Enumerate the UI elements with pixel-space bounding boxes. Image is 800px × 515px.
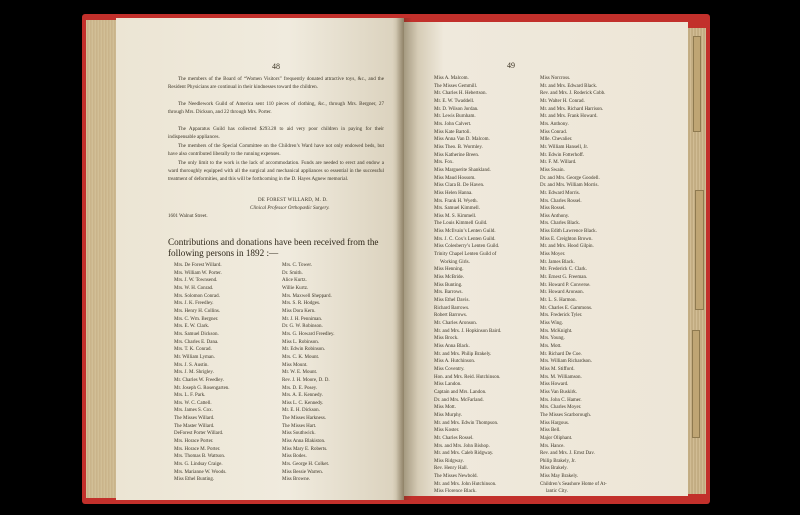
donor-entry: Mr. L. S. Harmon. xyxy=(540,298,577,304)
donor-entry: Miss Anthony. xyxy=(540,213,570,219)
donor-entry: Miss Koster. xyxy=(434,428,460,434)
donor-entry: DeForest Porter Willard. xyxy=(174,431,224,437)
donor-list-col-1 xyxy=(434,75,501,496)
donor-entry: The Misses Harkness. xyxy=(282,416,327,422)
donor-entry: Mr. Charles W. Freedley. xyxy=(174,377,224,383)
donor-entry: Mr. and Mrs. Frank Howard. xyxy=(540,114,598,120)
bookmark-tab xyxy=(692,330,700,438)
donor-entry: Miss Murphy. xyxy=(434,412,463,418)
donor-entry: Miss Maud Hossom. xyxy=(434,175,476,181)
donor-list-col-2 xyxy=(540,75,607,496)
donor-entry: Miss Bodes. xyxy=(282,454,307,460)
donor-entry: Miss Landon. xyxy=(434,382,462,388)
signature-address: 1601 Walnut Street. xyxy=(168,214,208,219)
donor-entry: The Misses Willard. xyxy=(174,416,215,422)
donor-entry: Mrs. Samuel Dickson. xyxy=(174,331,219,337)
donor-entry: Miss Conrad. xyxy=(540,129,567,135)
left-page xyxy=(116,18,404,500)
donor-entry: Mrs. J. S. Austin. xyxy=(174,362,209,368)
donor-entry: Captain and Mrs. Landon. xyxy=(434,389,487,395)
donor-entry: Philip Brakely, Jr. xyxy=(540,458,576,464)
donor-entry: Dr. and Mrs. George Goodell. xyxy=(540,175,600,181)
donor-entry: Richard Barrows. xyxy=(434,305,470,311)
donor-entry: Mr. and Mrs. J. Hopkinson Baird. xyxy=(434,328,502,334)
donor-entry: Miss A. Malcom. xyxy=(434,76,469,81)
donor-entry: Mrs. C. Wm. Bergner. xyxy=(174,316,219,322)
donor-entry: Miss Ethel Bunting. xyxy=(174,477,215,483)
paragraph: The Needlework Guild of America sent 110 pieces of clothing, &c., through Mrs. Bergner, 27 through Mrs. Dickson, and 22 through Mrs. Porter. xyxy=(168,101,384,116)
donor-entry: Mrs. Henry H. Collins. xyxy=(174,308,221,314)
donor-entry: Mrs. Young. xyxy=(540,336,565,342)
donor-entry: Alice Kurtz. xyxy=(282,278,307,284)
donor-entry: Mr. Joseph G. Rosengarten. xyxy=(174,385,230,391)
donor-entry: Mrs. McKnight. xyxy=(540,328,573,334)
donor-entry: Mrs. John C. Hamer. xyxy=(540,397,582,403)
donor-entry: Mrs. Horace Porter. xyxy=(174,439,214,445)
donor-entry: Mr. Edwin Fotterhoff. xyxy=(540,152,585,158)
donor-entry: Miss M. Stifford. xyxy=(540,366,575,372)
donor-entry: Miss Helen Hanna. xyxy=(434,190,473,196)
donor-entry: Mrs. G. Lindsay Craige. xyxy=(174,462,223,468)
donor-entry: Children’s Seashore Home of At- xyxy=(540,481,607,487)
donor-entry: Miss L. Robinson. xyxy=(282,339,319,345)
donor-entry: Mrs. Solomon Conrad. xyxy=(174,293,220,299)
donor-entry: Miss Mary E. Roberts. xyxy=(282,446,328,452)
page-number: 48 xyxy=(272,62,280,71)
donor-entry: Mrs. De Forest Willard. xyxy=(174,263,222,268)
donor-entry: Mrs. George H. Colket. xyxy=(282,462,330,468)
donor-entry: Mr. E. W. Twaddell. xyxy=(434,98,475,104)
donor-entry: Miss Wing. xyxy=(540,321,564,326)
donor-entry: Mr. William Hansell, Jr. xyxy=(540,144,589,150)
donor-entry: Mr. Edward Morris. xyxy=(540,190,580,196)
donor-entry: Mr. Charles Rossel. xyxy=(434,435,474,441)
donor-entry: Mrs. W. C. Cattell. xyxy=(174,400,212,406)
donor-entry: Mrs. J. C. Cox’s Lenten Guild. xyxy=(434,236,496,242)
donor-entry: Mr. and Mrs. Edwin Thompson. xyxy=(434,420,499,426)
donor-entry: Miss Ridgway. xyxy=(434,458,464,464)
donor-entry: Mrs. G. Howard Freedley. xyxy=(282,331,335,337)
donor-entry: Miss Marguerite Shankland. xyxy=(434,167,491,173)
donor-entry: Mr. Frederick C. Clark. xyxy=(540,267,587,273)
donor-entry: Mlle. Chevalier. xyxy=(540,137,573,143)
donor-entry: Miss Brock. xyxy=(434,336,459,342)
paragraph: The only limit to the work is the lack of accommodation. Funds are needed to erect and endow a ward thoroughly equipped with all the surgical and mechanical appliances so essential in the successful treatment of deformities, and this will be forthcoming in the D. Hayes Agnew memorial. xyxy=(168,160,384,183)
donor-entry: Miss Colesberry’s Lenten Guild. xyxy=(434,244,500,250)
donor-entry: Miss Mount. xyxy=(282,362,308,368)
donor-entry: Mrs. M. Williamson. xyxy=(540,374,582,380)
donor-entry: Mr. and Mrs. Hood Gilpin. xyxy=(540,244,594,250)
donor-entry: Mrs. Barrows. xyxy=(434,290,463,296)
donor-entry: Miss Dora Kern. xyxy=(282,308,316,314)
donor-entry: Mrs. Maxwell Sheppard. xyxy=(282,293,332,299)
donor-entry: Miss Coventry. xyxy=(434,366,465,372)
donor-entry: Mrs. Charles E. Dana. xyxy=(174,339,219,345)
donor-entry: Hon. and Mrs. Reid. Hutchinson. xyxy=(434,374,501,380)
donor-entry: Mrs. Thomas B. Wattson. xyxy=(174,454,226,460)
donor-entry: Mr. Richard De Coe. xyxy=(540,351,582,357)
donor-entry: Miss Anna Van D. Malcom. xyxy=(434,137,490,143)
donor-entry: Mrs. James S. Cox. xyxy=(174,408,213,414)
donor-entry: The Misses Scarborough. xyxy=(540,412,591,418)
donor-entry: Miss Anna Black. xyxy=(434,343,470,349)
donor-entry: Mrs. Anthony. xyxy=(540,121,569,127)
donor-entry: Miss Kate Bartoli. xyxy=(434,129,471,135)
donor-entry: Mrs. Charles Black. xyxy=(540,221,580,227)
donor-entry: Mrs. T. K. Conrad. xyxy=(174,347,212,353)
donor-entry: Mrs. A. E. Kennedy. xyxy=(282,393,323,399)
donor-entry: Mrs. J. M. Shrigley. xyxy=(174,370,214,376)
donor-entry: Mrs. Samuel Kimmell. xyxy=(434,206,480,212)
donor-entry: Miss M. S. Kimmell. xyxy=(434,213,477,219)
donor-entry: Rev. Henry Hall. xyxy=(434,466,468,472)
donor-entry: Miss Southwick. xyxy=(282,431,316,437)
donor-entry: Miss McIlvain’s Lenten Guild. xyxy=(434,229,496,235)
donor-entry: Mrs. William Richardson. xyxy=(540,359,592,365)
donor-entry: Miss Florence Black. xyxy=(434,489,477,495)
donor-entry: Mr. and Mrs. John Hutchinson. xyxy=(434,481,497,487)
left-page-edges xyxy=(86,20,118,498)
donor-entry: Miss E. Creighton Brown. xyxy=(540,236,593,242)
donor-entry: Mr. Walter H. Conrad. xyxy=(540,98,585,104)
donor-entry: Miss Norcross. xyxy=(540,76,571,81)
donor-entry: Miss McBride. xyxy=(434,275,464,281)
donor-entry: Miss Swain. xyxy=(540,167,565,173)
donor-entry: Mrs. Charles Moyer. xyxy=(540,405,582,411)
donor-entry: Miss Anna Blakiston. xyxy=(282,439,326,445)
paragraph: The Apparatus Guild has collected $293.28 to aid very poor children in paying for their indispensable appliances. xyxy=(168,126,384,141)
donor-entry: Mr. Charles Aronson. xyxy=(434,321,478,326)
donor-entry: Miss Ethel Davis. xyxy=(434,298,470,304)
donor-entry: Miss Moyer. xyxy=(540,252,566,258)
donor-entry: Mrs. Hance. xyxy=(540,443,565,449)
donor-entry: The Misses Gemmill. xyxy=(434,83,478,89)
donor-entry: Major Oliphant. xyxy=(540,435,573,441)
bookmark-tab xyxy=(693,36,701,132)
donor-list-col-1 xyxy=(174,262,230,484)
donor-entry: The Master Willard. xyxy=(174,423,215,429)
donor-entry: Mrs. and Mrs. John Bishop. xyxy=(434,443,490,449)
donor-entry: Miss Browne. xyxy=(282,477,311,483)
donor-entry: Trinity Chapel Lenten Guild of xyxy=(434,252,497,258)
donor-entry: Willie Kurtz. xyxy=(282,285,309,291)
donor-entry: Mr. E. H. Dickson. xyxy=(282,408,320,414)
donor-entry: Miss Rossel. xyxy=(540,206,566,212)
donor-entry: Miss Howard. xyxy=(540,382,569,388)
paragraph: The members of the Special Committee on the Children’s Ward have not only endowed beds, but have also contributed liberally to the running expenses. xyxy=(168,143,384,158)
donor-entry: Mrs. J. W. Townsend. xyxy=(174,278,218,284)
donor-entry: Mrs. J. K. Freedley. xyxy=(174,301,214,307)
donor-entry: Mrs. L. F. Park. xyxy=(174,393,206,399)
donor-entry: Miss May Brakely. xyxy=(540,474,579,480)
signature-title: Clinical Professor Orthopædic Surgery. xyxy=(250,206,330,211)
donor-entry: The Misses Newbold. xyxy=(434,474,478,480)
donor-entry: Dr. G. W. Robinson. xyxy=(282,324,323,330)
donor-entry: Mr. Howard Aronson. xyxy=(540,290,584,296)
donor-entry: Rev. J. H. Moore, D. D. xyxy=(282,377,330,383)
donor-entry: Mr. F. M. Willard. xyxy=(540,160,577,166)
donor-entry: Dr. Smith. xyxy=(282,270,303,276)
page-number: 49 xyxy=(507,61,515,70)
donor-entry: Mrs. S. R. Hodges. xyxy=(282,301,321,307)
donor-entry: The Misses Hart. xyxy=(282,423,317,429)
donor-entry: Miss Katherine Breen. xyxy=(434,152,480,158)
donor-entry: Mr. W. E. Mount. xyxy=(282,370,318,376)
donor-entry: The Louis Kimmell Guild. xyxy=(434,221,488,227)
donor-entry: Mr. Edwin Robinson. xyxy=(282,347,326,353)
donor-list-col-2 xyxy=(282,262,334,484)
donor-entry: Dr. and Mrs. McFarland. xyxy=(434,397,484,403)
donor-entry: Rev. and Mrs. J. Roderick Cobb. xyxy=(540,91,606,97)
donor-entry: Mrs. Marianne W. Woods. xyxy=(174,469,227,475)
donor-entry: Miss Mott. xyxy=(434,405,456,411)
donor-entry: Miss Bessie Warren. xyxy=(282,469,324,475)
donor-entry: Miss L. C. Kennedy. xyxy=(282,400,324,406)
donor-entry: Miss A. Hutchinson. xyxy=(434,359,476,365)
donor-entry: Mrs. E. W. Clark. xyxy=(174,324,210,330)
donor-entry: Mrs. C. K. Mount. xyxy=(282,354,320,360)
donor-entry: Mr. and Mrs. Philip Brakely. xyxy=(434,351,492,357)
donor-entry: Mr. Howard P. Converse. xyxy=(540,282,591,288)
donor-entry: Mrs. Horace M. Porter. xyxy=(174,446,221,452)
donor-entry: Mr. William Lyman. xyxy=(174,354,215,360)
donor-entry: Miss Henning. xyxy=(434,267,464,273)
donor-entry: Working Girls. xyxy=(440,259,470,265)
donor-entry: Mr. and Mrs. Edward Black. xyxy=(540,83,598,89)
donor-entry: Mrs. William W. Porter. xyxy=(174,270,222,276)
donor-entry: Mrs. Fox. xyxy=(434,160,454,166)
donor-entry: lantic City. xyxy=(546,489,568,495)
donor-entry: Mrs. C. Tower. xyxy=(282,263,312,268)
right-page xyxy=(404,22,688,496)
donor-entry: Mrs. John Calvert. xyxy=(434,121,472,127)
donor-entry: Mr. Charles H. Hebertson. xyxy=(434,91,487,97)
donor-entry: Miss Bunting. xyxy=(434,282,463,288)
donor-entry: Mr. Ernest G. Freeman. xyxy=(540,275,588,281)
donor-entry: Mr. and Mrs. Caleb Ridgway. xyxy=(434,451,494,457)
signature-name: DE FOREST WILLARD, M. D. xyxy=(258,198,328,203)
donor-entry: Miss Bell. xyxy=(540,428,561,434)
donor-entry: Mrs. D. E. Posey. xyxy=(282,385,318,391)
donor-entry: Miss Brakely. xyxy=(540,466,568,472)
donor-entry: Dr. and Mrs. William Morris. xyxy=(540,183,599,189)
donor-entry: Miss Theo. B. Wormley. xyxy=(434,144,483,150)
donor-entry: Mr. and Mrs. Richard Harrison. xyxy=(540,106,604,112)
donor-entry: Mr. Lewis Burnham. xyxy=(434,114,476,120)
donor-entry: Robert Barrows. xyxy=(434,313,468,319)
donor-entry: Miss Clara B. De Haven. xyxy=(434,183,485,189)
donor-entry: Mrs. Charles Rossel. xyxy=(540,198,582,204)
donor-entry: Mr. Charles E. Gammons. xyxy=(540,305,593,311)
bookmark-tab xyxy=(695,190,704,310)
donor-entry: Miss Edith Lawrence Black. xyxy=(540,229,597,235)
donor-entry: Mr. J. H. Penniman. xyxy=(282,316,323,322)
donor-entry: Miss Van Buskirk. xyxy=(540,389,577,395)
donor-entry: Rev. and Mrs. J. Ernst Dav. xyxy=(540,451,595,457)
donor-entry: Mrs. Mott. xyxy=(540,343,562,349)
donor-entry: Mr. D. Wilson Jordan. xyxy=(434,106,479,112)
donor-entry: Mrs. Frank H. Wyeth. xyxy=(434,198,478,204)
donor-entry: Miss Hargous. xyxy=(540,420,570,426)
donor-entry: Mrs. W. H. Conrad. xyxy=(174,285,214,291)
paragraph: The members of the Board of “Women Visitors” frequently donated attractive toys, &c., and the Resident Physicians are continual in their kindnesses toward the children. xyxy=(168,76,384,91)
donor-entry: Mr. James Black. xyxy=(540,259,575,265)
donor-entry: Mrs. Frederick Tyler. xyxy=(540,313,583,319)
contributions-heading: Contributions and donations have been received from the following persons in 1892 :— xyxy=(168,237,379,258)
